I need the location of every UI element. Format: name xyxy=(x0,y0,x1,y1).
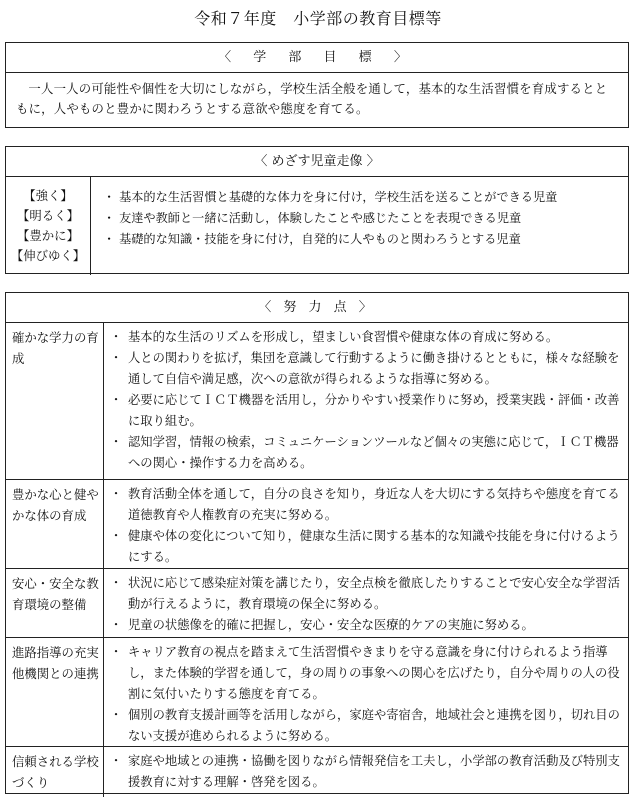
bullet: ・ xyxy=(109,645,123,659)
bullet: ・ xyxy=(103,190,116,204)
bullet: ・ xyxy=(103,232,116,246)
bullet: ・ xyxy=(109,351,123,365)
bullet: ・ xyxy=(109,330,123,344)
bullet: ・ xyxy=(109,529,123,543)
effort-label: 豊かな心と健やかな体の育成 xyxy=(6,480,104,568)
keyword-bright: 【明るく】 xyxy=(17,208,79,223)
bullet: ・ xyxy=(109,435,123,449)
effort-row-academic xyxy=(6,323,628,480)
effort-label: 確かな学力の育成 xyxy=(6,323,104,479)
page-title: 令和７年度 小学部の教育目標等 xyxy=(194,9,442,28)
effort-item: ・ 教育活動全体を通して，自分の良さを知り，身近な人を大切にする気持ちや態度を育てる道徳教育や人権教育の充実に努める。 xyxy=(104,484,622,526)
effort-item: ・ 健康や体の変化について知り，健康な生活に関する基本的な知識や技能を身に付けるようにする。 xyxy=(104,526,622,568)
bullet: ・ xyxy=(109,708,123,722)
ideal-item: ・ 基礎的な知識・技能を身に付け，自発的に人やものと関わろうとする児童 xyxy=(103,232,521,246)
effort-item: ・ 児童の状態像を的確に把握し，安心・安全な医療的ケアの実施に努める。 xyxy=(104,615,622,636)
ideal-student-box xyxy=(5,146,629,274)
keyword-strong: 【強く】 xyxy=(23,188,73,203)
bullet: ・ xyxy=(109,618,123,632)
effort-item: ・ 認知学習，情報の検索，コミュニケーションツールなど個々の実態に応じて，ＩＣＴ機器への関心・操作する力を高める。 xyxy=(104,432,622,474)
effort-row-career xyxy=(6,638,628,747)
bullet: ・ xyxy=(109,393,123,407)
bullet: ・ xyxy=(109,576,123,590)
ideal-item: ・ 友達や教師と一緒に活動し，体験したことや感じたことを表現できる児童 xyxy=(103,211,522,225)
ideal-item: ・ 基本的な生活習慣と基礎的な体力を身に付け，学校生活を送ることができる児童 xyxy=(103,190,558,204)
effort-row-heart-body xyxy=(6,480,628,569)
keyword-rich: 【豊かに】 xyxy=(17,228,79,243)
effort-item: ・ 必要に応じてＩＣＴ機器を活用し，分かりやすい授業作りに努め，授業実践・評価・改善に取り組む。 xyxy=(104,390,622,432)
bullet: ・ xyxy=(103,211,116,225)
effort-item: ・ 基本的な生活のリズムを形成し，望ましい食習慣や健康な体の育成に努める。 xyxy=(104,327,622,348)
effort-item: ・ 人との関わりを拡げ，集団を意識して行動するように働き掛けるとともに，様々な経験を通して自信や満足感，次への意欲が得られるような指導に努める。 xyxy=(104,348,622,390)
effort-row-trust xyxy=(6,747,628,797)
effort-item: ・ 状況に応じて感染症対策を講じたり，安全点検を徹底したりすることで安心安全な学習活動が行えるように，教育環境の保全に努める。 xyxy=(104,573,622,615)
school-goal-heading: 〈 学 部 目 標 〉 xyxy=(6,43,628,73)
school-goal-text: 一人一人の可能性や個性を大切にしながら，学校生活全般を通して，基本的な生活習慣を育成するとともに，人やものと豊かに関わろうとする意欲や態度を育てる。 xyxy=(16,81,608,116)
effort-item: ・ キャリア教育の視点を踏まえて生活習慣やきまりを守る意識を身に付けられるよう指導し，また体験的学習を通して，身の周りの事象への関心を広げたり，自分や周りの人の役割に気付いたりする態度を育てる。 xyxy=(104,642,622,705)
bullet: ・ xyxy=(109,487,123,501)
efforts-heading: 〈 努 力 点 〉 xyxy=(6,293,628,323)
effort-item: ・ 家庭や地域との連携・協働を図りながら情報発信を工夫し，小学部の教育活動及び特別支援教育に対する理解・啓発を図る。 xyxy=(104,751,622,793)
ideal-student-heading: 〈 めざす児童走像 〉 xyxy=(6,147,628,177)
ideal-list xyxy=(91,177,628,275)
effort-row-safety xyxy=(6,569,628,638)
effort-label: 進路指導の充実他機関との連携 xyxy=(6,638,104,746)
school-goal-box xyxy=(5,42,629,128)
bullet: ・ xyxy=(109,754,123,768)
ideal-keywords xyxy=(6,177,91,275)
effort-label: 信頼される学校づくり xyxy=(6,747,104,797)
efforts-box xyxy=(5,292,629,794)
effort-item: ・ 個別の教育支援計画等を活用しながら，家庭や寄宿舎，地域社会と連携を図り，切れ目のない支援が進められるように努める。 xyxy=(104,705,622,747)
effort-label: 安心・安全な教育環境の整備 xyxy=(6,569,104,637)
keyword-growing: 【伸びゆく】 xyxy=(10,248,86,263)
